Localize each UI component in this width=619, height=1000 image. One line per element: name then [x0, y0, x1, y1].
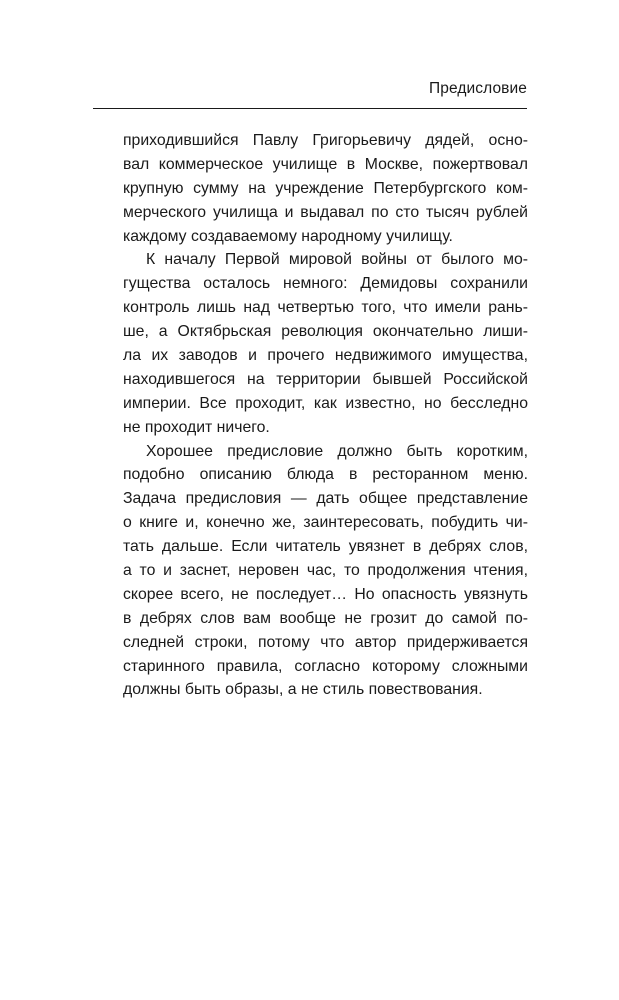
text-line: следней строки, потому что автор придерживается [123, 633, 528, 651]
paragraph [123, 129, 528, 248]
paragraph [123, 248, 528, 439]
text-line: приходившийся Павлу Григорьевичу дядей, осно- [123, 132, 528, 149]
text-line: империи. Все проходит, как известно, но бесследно [123, 394, 528, 412]
paragraph [123, 440, 528, 703]
text-line: а то и заснет, неровен час, то продолжения чтения, [123, 562, 528, 580]
text-line: скорее всего, не последует… Но опасность увязнуть [123, 585, 528, 603]
text-line: вал коммерческое училище в Москве, пожертвовал [123, 155, 528, 173]
text-line: о книге и, конечно же, заинтересовать, побудить чи- [123, 514, 528, 532]
text-line: ше, а Октябрьская революция окончательно лиши- [123, 323, 528, 341]
text-line: каждому создаваемому народному училищу. [123, 227, 453, 245]
text-line: контроль лишь над четвертью того, что имели рань- [123, 299, 528, 317]
body-text [123, 129, 528, 702]
text-line: гущества осталось немного: Демидовы сохранили [123, 275, 528, 293]
text-line: мерческого училища и выдавал по сто тысяч рублей [123, 203, 528, 221]
running-head: Предисловие [429, 80, 527, 97]
text-line: подобно описанию блюда в ресторанном меню. [123, 466, 528, 484]
text-line: ла их заводов и прочего недвижимого имущества, [123, 347, 528, 365]
text-line: не проходит ничего. [123, 418, 270, 436]
text-line: Задача предисловия — дать общее представление [123, 490, 528, 508]
header-rule [93, 108, 527, 109]
text-line: К началу Первой мировой войны от былого мо- [146, 251, 528, 269]
text-line: крупную сумму на учреждение Петербургского ком- [123, 179, 528, 197]
text-line: тать дальше. Если читатель увязнет в дебрях слов, [123, 538, 528, 556]
text-line: должны быть образы, а не стиль повествования. [123, 681, 483, 699]
text-line: находившегося на территории бывшей Российской [123, 370, 528, 388]
text-line: старинного правила, согласно которому сложными [123, 657, 528, 675]
text-line: в дебрях слов вам вообще не грозит до самой по- [123, 609, 528, 627]
text-line: Хорошее предисловие должно быть коротким, [146, 442, 528, 460]
